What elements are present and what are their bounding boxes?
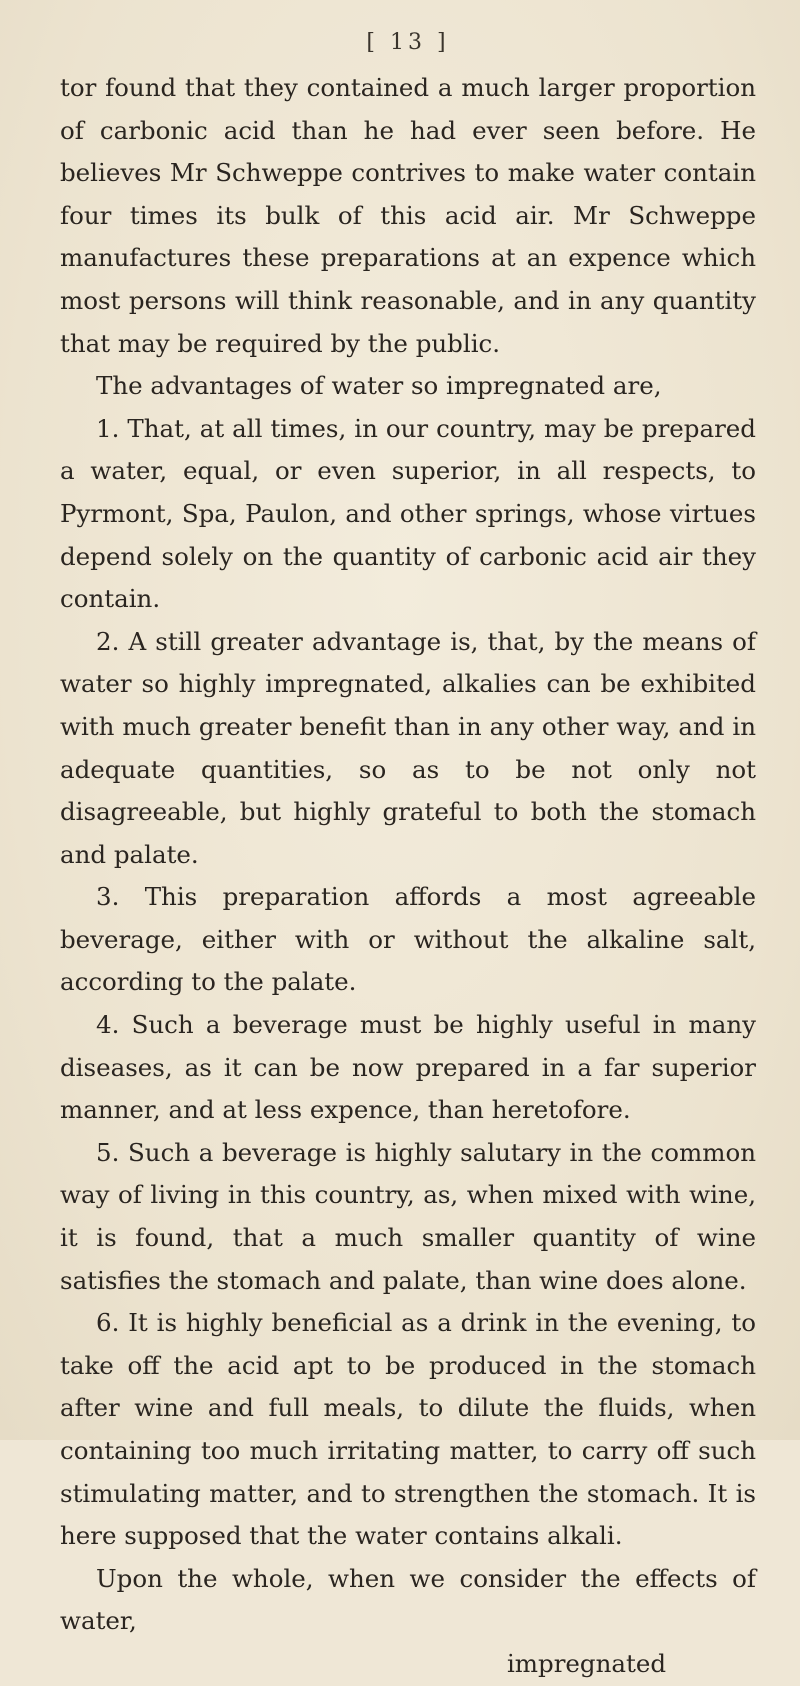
paragraph-advantage-3: 3. This preparation affords a most agreeable beverage, either with or without the alkaline salt, according to the palate.	[60, 882, 756, 997]
paragraph-advantage-4: 4. Such a beverage must be highly useful in many diseases, as it can be now prepared in a far superior manner, and at less expence, than heretofore.	[60, 1010, 756, 1125]
paragraph-advantage-5: 5. Such a beverage is highly salutary in the common way of living in this country, as, when mixed with wine, it is found, that a much smaller quantity of wine satisfies the stomach and palate, than wine does alone.	[60, 1137, 756, 1295]
paragraph-advantages-intro: The advantages of water so impregnated are,	[96, 371, 662, 401]
paragraph-advantage-6: 6. It is highly beneficial as a drink in the evening, to take off the acid apt to be produced in the stomach after wine and full meals, to dilute the fluids, when containing too much irritating matter, to carry off such stimulating matter, and to strengthen the stomach. It is here supposed that the water contains alkali.	[60, 1308, 756, 1551]
paragraph-advantage-2: 2. A still greater advantage is, that, by the means of water so highly impregnated, alkalies can be exhibited with much greater benefit than in any other way, and in adequate quantities, so as to be not only not disagreeable, but highly grateful to both the stomach and palate.	[60, 626, 756, 869]
paragraph-continuation: tor found that they contained a much larger proportion of carbonic acid than he had ever seen before. He believes Mr Schweppe contrives to make water contain four times its bulk of this acid air. Mr Schweppe manufactures these preparations at an expence which most persons will think reasonable, and in any quantity that may be required by the public.	[60, 73, 756, 358]
paragraph-advantage-1: 1. That, at all times, in our country, may be prepared a water, equal, or even superior, in all respects, to Pyrmont, Spa, Paulon, and other springs, whose virtues depend solely on the quantity of carbonic acid air they contain.	[60, 413, 756, 614]
paragraph-conclusion: Upon the whole, when we consider the effects of water,	[60, 1563, 756, 1636]
body-text	[60, 67, 756, 1643]
catchword: impregnated	[506, 1648, 666, 1678]
page-number: [ 13 ]	[366, 30, 450, 55]
